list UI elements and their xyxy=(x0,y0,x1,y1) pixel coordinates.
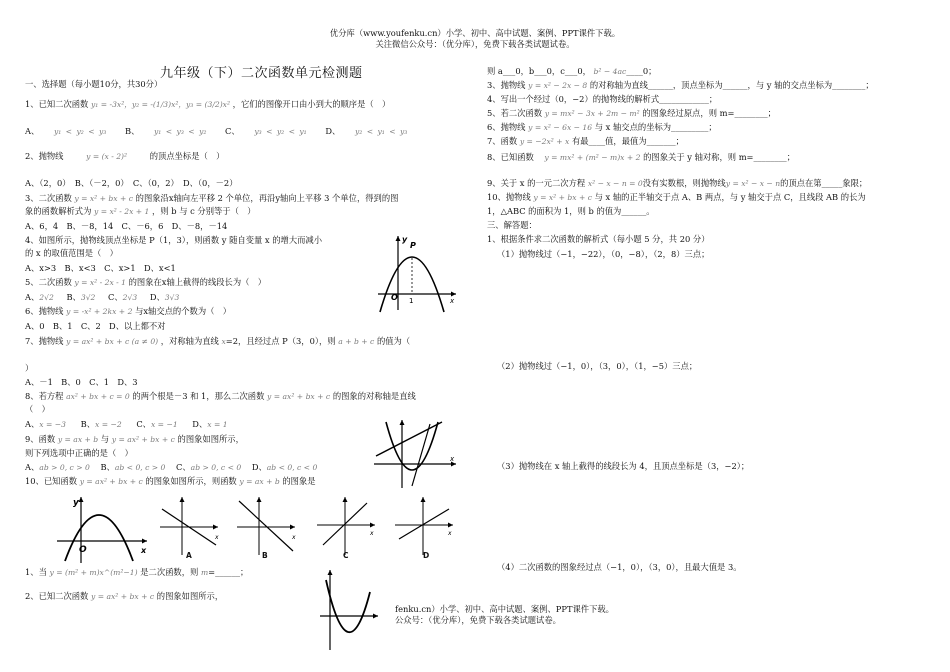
question-text: 有最____值，最值为_______； xyxy=(571,136,684,146)
formula: y = x² - 2x + 1 xyxy=(94,207,150,216)
option-label: A、 xyxy=(25,292,40,302)
question-text: 与 x 轴交点的坐标为_________； xyxy=(594,122,717,132)
question-text: 的图象关于 y 轴对称，则 m=________； xyxy=(643,152,795,162)
question-text: 6、抛物线 xyxy=(487,122,526,132)
answer-subquestion-3: （3）抛物线在 x 轴上截得的线段长为 4，且顶点坐标是（3，−2）； xyxy=(497,461,750,471)
question-text: 的图象如图所示， xyxy=(156,591,224,601)
fill-question-7 xyxy=(487,136,684,147)
graph-label-d: D xyxy=(423,551,430,560)
question-text: 与x轴交点的个数为（ ） xyxy=(135,306,232,316)
option-formula: 3√3 xyxy=(164,293,180,302)
question-text: 3、抛物线 xyxy=(487,80,526,90)
question-6 xyxy=(25,306,231,317)
option-formula: x = 1 xyxy=(207,420,228,429)
formula: y = x² − 2x − 8 xyxy=(528,81,588,90)
formula: y = −2x² + x xyxy=(519,137,570,146)
formula: y = (m² + m)x^(m²−1) xyxy=(49,568,138,577)
formula: y = x² + bx + c xyxy=(533,193,592,202)
formula: y = ax + b xyxy=(239,477,280,486)
question-text: ，对称轴为直线 xyxy=(160,336,219,346)
formula: y = ax² + bx + c xyxy=(79,477,143,486)
question-text: 的顶点坐标是（ ） xyxy=(149,151,225,161)
answer-subquestion-2: （2）抛物线过（−1，0），（3，0），（1，−5）三点； xyxy=(497,361,698,371)
question-9-line-2: 则下列选项中正确的是（ ） xyxy=(25,448,133,458)
question-text: 的对称轴为直线______，顶点坐标为______，与 y 轴的交点坐标为________； xyxy=(589,80,874,90)
option-label: B、 xyxy=(66,292,81,302)
formula: a + b + c xyxy=(338,337,375,346)
fill-question-10 xyxy=(487,192,866,203)
question-text: 的图象如图所示， xyxy=(177,434,244,444)
question-text: 的图象经过原点，则 m=________； xyxy=(642,108,776,118)
question-1 xyxy=(25,99,390,110)
question-text: 1、当 xyxy=(25,567,47,577)
svg-text:x: x xyxy=(292,534,296,541)
section-choice-heading: 一、选择题（每小题10分，共30分） xyxy=(25,79,163,89)
question-text: 2、已知二次函数 xyxy=(25,591,89,601)
fill-question-9 xyxy=(487,178,867,189)
formula: y = ax + b xyxy=(57,435,99,444)
question-text: ____0； xyxy=(626,66,657,76)
fill-question-6 xyxy=(487,122,717,133)
question-text: 的顶点在第_____象限； xyxy=(780,178,868,188)
question-3-line-2 xyxy=(25,206,256,217)
question-text: 是二次函数，则 xyxy=(140,567,199,577)
question-text: 9、函数 xyxy=(25,434,56,444)
formula: y = ax² + bx + c (a ≠ 0) xyxy=(66,337,159,346)
question-text: 的图象沿x轴向左平移 2 个单位，再沿y轴向上平移 3 个单位，得到的图 xyxy=(135,193,399,203)
question-4-line-2: 的 x 的取值范围是（ ） xyxy=(25,248,118,258)
answer-question-1: 1、根据条件求二次函数的解析式（每小题 5 分，共 20 分） xyxy=(487,234,710,244)
question-7 xyxy=(25,336,410,347)
question-text: =______； xyxy=(208,567,249,577)
q10-option-graph-a xyxy=(158,495,220,557)
option-label: A、 xyxy=(25,419,40,429)
svg-text:x: x xyxy=(215,534,219,541)
svg-text:y: y xyxy=(73,498,79,508)
svg-text:P: P xyxy=(410,241,416,250)
graph-label-a: A xyxy=(186,551,192,560)
question-5 xyxy=(25,277,266,288)
option-label: A、 xyxy=(25,462,40,472)
question-2 xyxy=(25,151,224,162)
fill-question-1 xyxy=(25,567,248,578)
header-line-1: 优分库（www.youfenku.cn）小学、初中、高中试题、案例、PPT课件下载。 xyxy=(329,28,621,38)
fill-question-8 xyxy=(487,152,795,163)
question-text: 的两个根是－3 和 1，那么二次函数 xyxy=(132,391,265,401)
question-7-options: A、－1 B、0 C、1 D、3 xyxy=(25,377,138,387)
footer-line-1: fenku.cn）小学、初中、高中试题、案例、PPT课件下载。 xyxy=(395,604,614,614)
formula: y = x² − x − n xyxy=(725,179,781,188)
formula: y = mx² − 3x + 2m − m² xyxy=(544,109,640,118)
question-text: 5、二次函数 xyxy=(25,277,72,287)
graph-label-c: C xyxy=(343,551,349,560)
question-10 xyxy=(25,476,316,487)
svg-text:1: 1 xyxy=(409,297,414,305)
formula: y = ax² + bx + c xyxy=(111,435,175,444)
option-formula: 2√2 xyxy=(39,293,54,302)
question-9 xyxy=(25,434,244,445)
answer-subquestion-4: （4）二次函数的图象经过点（−1，0），（3，0），且最大值是 3。 xyxy=(497,562,742,572)
option-label: B、 xyxy=(124,126,140,136)
question-text: 的图象是 xyxy=(282,476,316,486)
question-text: 1、已知二次函数 xyxy=(25,99,89,109)
option-formula: ab < 0, c < 0 xyxy=(266,463,318,472)
svg-text:x: x xyxy=(141,546,147,555)
fill-question-5 xyxy=(487,108,776,119)
question-3 xyxy=(25,193,398,204)
q10-option-graph-d xyxy=(393,495,455,557)
option-label: C、 xyxy=(176,462,191,472)
question-text: 8、若方程 xyxy=(25,391,64,401)
option-formula: ab > 0, c < 0 xyxy=(190,463,242,472)
fill-q2-parabola-graph xyxy=(318,568,380,652)
svg-text:O: O xyxy=(391,293,398,302)
section-answer-heading: 三、解答题： xyxy=(487,220,537,230)
formula: b² − 4ac xyxy=(593,67,627,76)
question-text: 3、二次函数 xyxy=(25,193,72,203)
option-label: D、 xyxy=(192,419,208,429)
option-label: C、 xyxy=(108,292,123,302)
fill-question-2-answer-line xyxy=(487,66,656,77)
option-label: A、 xyxy=(25,126,40,136)
option-label: D、 xyxy=(325,126,341,136)
question-8-close: （ ） xyxy=(25,404,50,414)
formula: y = ax² + bx + c xyxy=(91,592,155,601)
question-4-options: A、x>3 B、x<3 C、x>1 D、x<1 xyxy=(25,263,176,273)
question-7-close: ） xyxy=(25,363,34,373)
option-formula: x = −2 xyxy=(95,420,122,429)
formula: m xyxy=(200,568,209,577)
option-label: B、 xyxy=(100,462,115,472)
question-2-options: A、（2，0） B、（－2，0） C、（0，2） D、（0，－2） xyxy=(25,178,238,188)
option-formula: x = −1 xyxy=(150,420,178,429)
q10-option-graph-b xyxy=(235,495,297,557)
question-1-options xyxy=(25,126,407,137)
page-title: 九年级（下）二次函数单元检测题 xyxy=(160,66,363,81)
question-text: 6、抛物线 xyxy=(25,306,64,316)
question-text: 10、已知函数 xyxy=(25,476,78,486)
formula: y = mx² + (m² − m)x + 2 xyxy=(544,153,641,162)
question-text: 9、关于 x 的一元二次方程 xyxy=(487,178,586,188)
question-text: 的图象的对称轴是直线 xyxy=(332,391,416,401)
question-text: =2，且经过点 P（3，0），则 xyxy=(225,336,336,346)
svg-text:y: y xyxy=(402,235,408,244)
question-text: 8、已知函数 xyxy=(487,152,534,162)
formula: y = -x² + 2kx + 2 xyxy=(66,307,133,316)
q10-option-graph-c xyxy=(315,495,377,557)
footer-line-2: 公众号：（优分库），免费下载各类试题试卷。 xyxy=(395,615,561,625)
svg-text:x: x xyxy=(450,455,455,463)
question-3-options: A、6，4 B、－8，14 C、－6，6 D、－8，－14 xyxy=(25,221,228,231)
question-text: ，则 b 与 c 分别等于（ ） xyxy=(152,206,256,216)
graph-label-b: B xyxy=(262,551,268,560)
question-text: 的值为（ xyxy=(376,336,411,346)
question-text: 象的函数解析式为 xyxy=(25,206,92,216)
question-9-options xyxy=(25,462,317,473)
option-formula: y₂ < y₁ < y₃ xyxy=(354,127,408,136)
fill-question-2 xyxy=(25,591,223,602)
formula: y = x² − 6x − 16 xyxy=(528,123,593,132)
question-text: 与 x 轴的正半轴交于点 A、B 两点，与 y 轴交于点 C，且线段 AB 的长为 xyxy=(594,192,866,202)
question-text: 7、抛物线 xyxy=(25,336,64,346)
question-4: 4、如图所示，抛物线顶点坐标是 P（1，3），则函数 y 随自变量 x 的增大而减小 xyxy=(25,235,323,245)
question-text: 5、若二次函数 xyxy=(487,108,543,118)
q9-line-parabola-graph xyxy=(372,418,458,490)
q4-parabola-graph xyxy=(376,232,458,314)
q10-parabola-graph xyxy=(55,493,150,565)
svg-text:O: O xyxy=(79,545,87,555)
question-text: 与 xyxy=(100,434,110,444)
option-formula: x = −3 xyxy=(39,420,66,429)
question-5-options xyxy=(25,292,179,303)
option-label: C、 xyxy=(225,126,240,136)
question-text: 7、函数 xyxy=(487,136,518,146)
question-text: 则 a___0，b___0，c___0， xyxy=(487,66,591,76)
formula: y = ax² + bx + c xyxy=(267,392,331,401)
formula: y = x² - 2x - 1 xyxy=(74,278,126,287)
svg-text:x: x xyxy=(450,297,455,305)
formula: y = x² + bx + c xyxy=(74,194,133,203)
question-text: ，它们的图像开口由小到大的顺序是（ ） xyxy=(232,99,391,109)
question-8-options xyxy=(25,419,228,430)
option-label: C、 xyxy=(136,419,151,429)
option-formula: 2√3 xyxy=(122,293,138,302)
answer-subquestion-1: （1）抛物线过（−1，−22），（0，−8），（2，8）三点； xyxy=(497,249,710,259)
question-text: 的图象如图所示，则函数 xyxy=(145,476,237,486)
question-8 xyxy=(25,391,416,402)
option-formula: 3√2 xyxy=(80,293,96,302)
option-formula: ab > 0, c > 0 xyxy=(39,463,90,472)
question-text: 10、抛物线 xyxy=(487,192,531,202)
option-formula: y₁ < y₂ < y₃ xyxy=(53,127,107,136)
option-formula: y₁ < y₃ < y₂ xyxy=(154,127,207,136)
formula: ax² + bx + c = 0 xyxy=(66,392,130,401)
fill-question-10-line-2: 1，△ABC 的面积为 1，则 b 的值为______。 xyxy=(487,206,655,216)
formula: x² − x − n = 0 xyxy=(587,179,643,188)
question-text: 2、抛物线 xyxy=(25,151,64,161)
option-formula: ab < 0, c > 0 xyxy=(114,463,166,472)
svg-text:x: x xyxy=(448,530,452,537)
formula: y₁ = -3x²，y₂ = -(1/3)x²，y₃ = (3/2)x² xyxy=(91,100,230,109)
fill-question-3 xyxy=(487,80,874,91)
fill-question-4: 4、写出一个经过（0，−2）的抛物线的解析式____________； xyxy=(487,94,718,104)
option-formula: y₃ < y₂ < y₁ xyxy=(254,127,307,136)
option-label: B、 xyxy=(80,419,96,429)
question-text: 没有实数根，则抛物线 xyxy=(642,178,726,188)
option-label: D、 xyxy=(149,292,165,302)
formula: x xyxy=(221,337,226,346)
question-6-options: A、0 B、1 C、2 D、以上都不对 xyxy=(25,321,166,331)
question-text: 的图象在x轴上截得的线段长为（ ） xyxy=(128,277,267,287)
header-line-2: 关注微信公众号：（优分库），免费下载各类试题试卷。 xyxy=(375,39,575,49)
option-label: D、 xyxy=(251,462,267,472)
formula: y = (x - 2)² xyxy=(86,152,128,161)
svg-text:x: x xyxy=(370,530,374,537)
